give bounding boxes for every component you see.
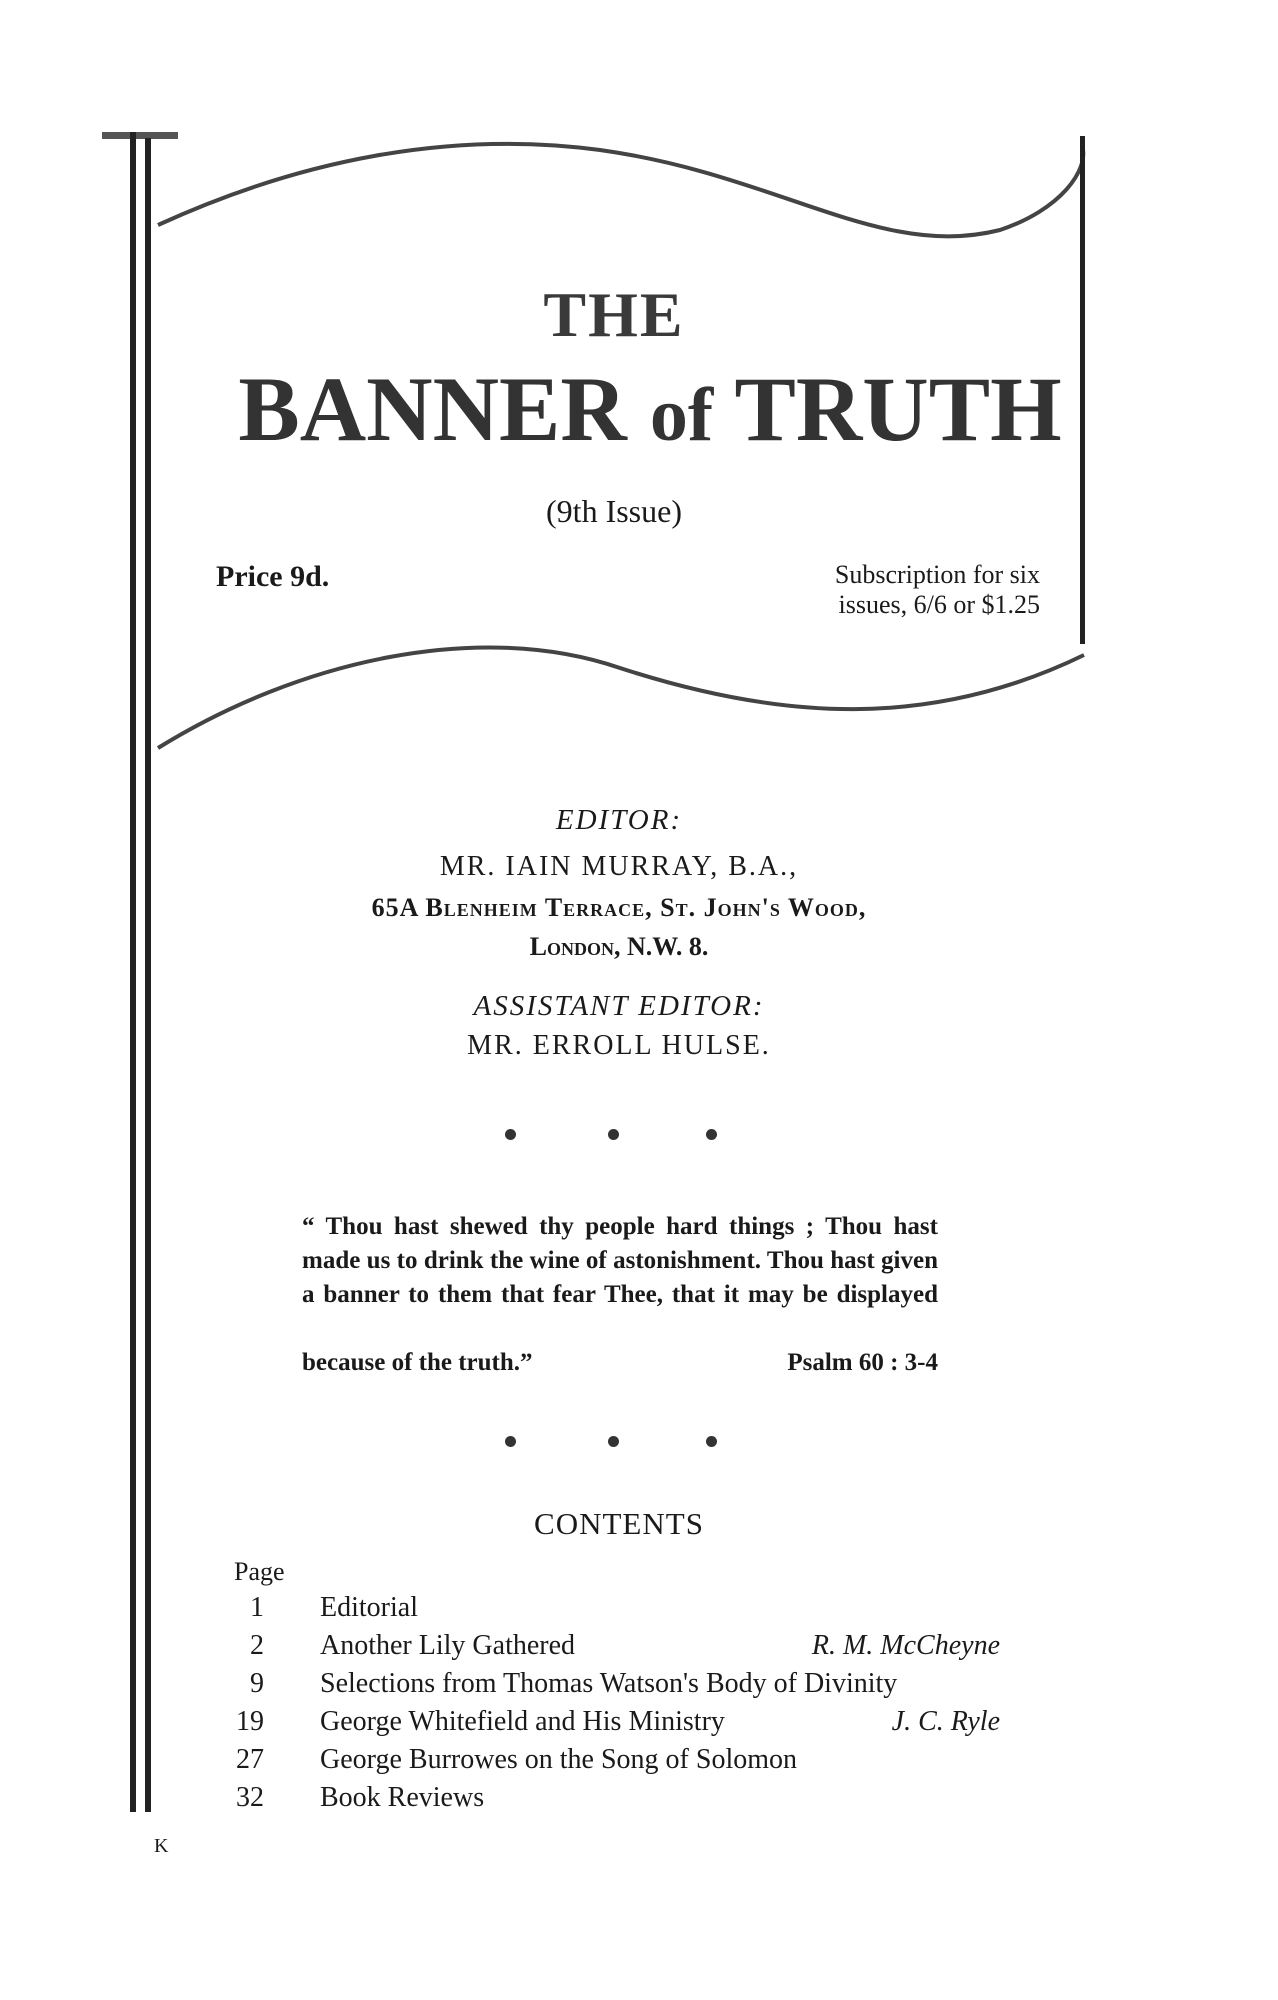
contents-page-column-label: Page [234,1557,285,1586]
masthead-title-of: of [649,373,714,457]
masthead-title-truth: TRUTH [734,358,1062,460]
contents-page-number: 32 [236,1782,264,1813]
ornament-dot [608,1129,619,1140]
assistant-editor-name: MR. ERROLL HULSE. [467,1030,771,1061]
masthead-title-banner: BANNER [238,358,627,460]
editor-address-line-2: London, N.W. 8. [529,932,709,961]
contents-title: George Whitefield and His Ministry [320,1706,725,1737]
contents-author: J. C. Ryle [891,1706,1000,1737]
contents-heading: CONTENTS [534,1506,704,1541]
ornament-dot [608,1436,619,1447]
ornament-dot [706,1436,717,1447]
editor-label: EDITOR: [555,804,683,836]
contents-page-number: 1 [250,1592,264,1623]
contents-item [220,1706,1010,1744]
scripture-quote-last-line [302,1346,938,1380]
assistant-editor-label: ASSISTANT EDITOR: [473,990,765,1022]
contents-item [220,1592,1010,1630]
flag-top-edge [158,144,1083,236]
contents-title: Book Reviews [320,1782,485,1813]
flagpole-cap [102,132,178,139]
contents-title: Editorial [320,1592,418,1623]
contents-item [220,1630,1010,1668]
ornament-dot [706,1129,717,1140]
contents-item [220,1668,1010,1706]
scripture-quote: “ Thou hast shewed thy people hard things ; Thou hast made us to drink the wine of astonishment. Thou hast given a banner to them that fear Thee, that it may be displayed [302,1213,938,1308]
signature-mark: K [154,1835,169,1857]
contents-item [220,1744,1010,1782]
editor-name: MR. IAIN MURRAY, B.A., [439,851,799,882]
flagpole-left-rail [130,132,136,1812]
contents-title: George Burrowes on the Song of Solomon [320,1744,797,1775]
contents-page-number: 27 [236,1744,264,1775]
scripture-quote-ending: because of the truth.” [302,1349,533,1376]
price: Price 9d. [216,560,330,593]
subscription-info [760,560,1040,620]
contents-item [220,1782,1010,1820]
ornament-dot [505,1436,516,1447]
flag-bottom-edge [158,647,1084,748]
scripture-reference: Psalm 60 : 3-4 [787,1349,938,1376]
subscription-line-2: issues, 6/6 or $1.25 [838,590,1040,619]
contents-author: R. M. McCheyne [811,1630,1000,1661]
subscription-line-1: Subscription for six [834,560,1040,589]
contents-page-number: 19 [236,1706,264,1737]
contents-title: Another Lily Gathered [320,1630,576,1661]
editor-address-line-1: 65A Blenheim Terrace, St. John's Wood, [371,893,867,922]
contents-page-number: 9 [250,1668,264,1699]
issue-number: (9th Issue) [546,493,682,529]
masthead-the: THE [543,279,685,350]
contents-title: Selections from Thomas Watson's Body of Divinity [320,1668,898,1699]
masthead-title [150,356,1150,462]
contents-page-number: 2 [250,1630,264,1661]
ornament-dot [505,1129,516,1140]
